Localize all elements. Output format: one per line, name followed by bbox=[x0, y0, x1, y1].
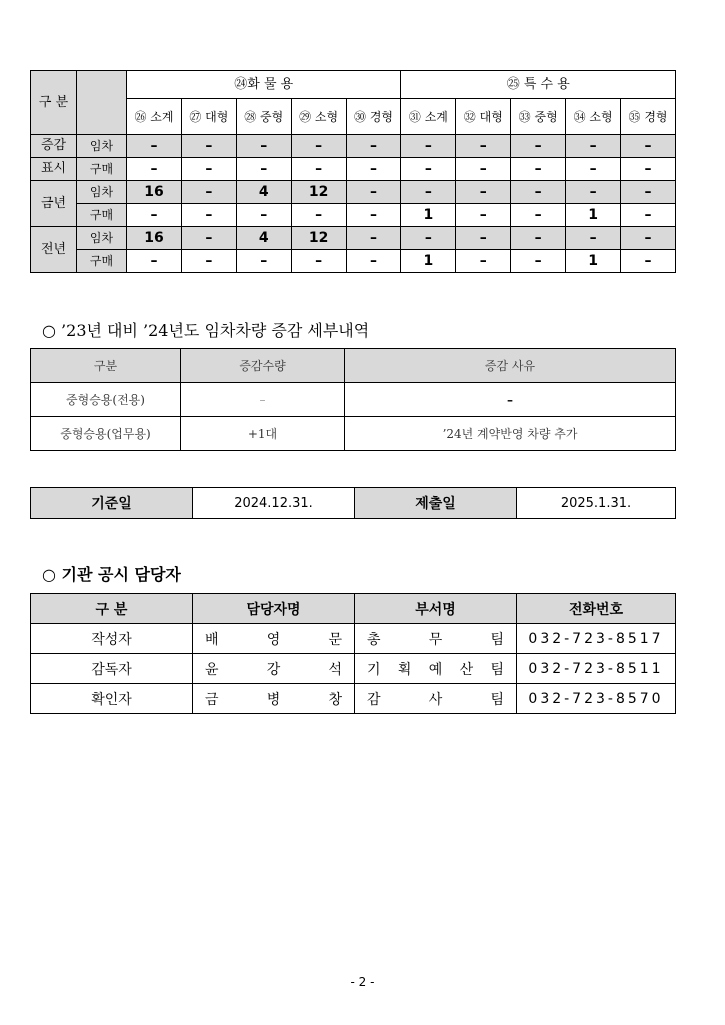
submit-date-label: 제출일 bbox=[355, 488, 517, 519]
table-cell: – bbox=[456, 250, 511, 273]
table-cell: – bbox=[621, 181, 676, 204]
table-cell: – bbox=[346, 181, 401, 204]
row-sub-label: 구매 bbox=[77, 204, 127, 227]
header-role: 구 분 bbox=[31, 594, 193, 624]
table-cell: 1 bbox=[566, 204, 621, 227]
char: 사 bbox=[428, 691, 443, 708]
char: 무 bbox=[428, 631, 443, 648]
table-cell: 중형승용(전용) bbox=[31, 383, 181, 417]
section-title-contact: ○ 기관 공시 담당자 bbox=[42, 565, 181, 584]
table-row bbox=[31, 654, 676, 684]
char: 창 bbox=[328, 691, 342, 708]
table-cell: 16 bbox=[127, 181, 182, 204]
char: 감 bbox=[367, 691, 381, 708]
contact-name bbox=[193, 624, 355, 654]
table-cell: – bbox=[401, 158, 456, 181]
row-group-label: 증감 bbox=[31, 135, 77, 158]
char: 배 bbox=[205, 631, 219, 648]
contact-department bbox=[355, 654, 517, 684]
table-cell: – bbox=[127, 158, 182, 181]
row-sub-label: 임차 bbox=[77, 227, 127, 250]
contact-phone: 032-723-8517 bbox=[517, 624, 676, 654]
table-cell: – bbox=[181, 204, 236, 227]
table-cell: 1 bbox=[401, 204, 456, 227]
table-cell: – bbox=[566, 158, 621, 181]
table-row bbox=[31, 624, 676, 654]
char: 팀 bbox=[490, 691, 504, 708]
table-cell: 1 bbox=[401, 250, 456, 273]
table-cell: – bbox=[346, 135, 401, 158]
subheader: ㉙ 소형 bbox=[291, 99, 346, 135]
table-cell: – bbox=[291, 204, 346, 227]
contact-department bbox=[355, 684, 517, 714]
table-cell: – bbox=[236, 204, 291, 227]
table-row bbox=[31, 135, 676, 158]
subheader: ㉝ 중형 bbox=[511, 99, 566, 135]
table-cell: – bbox=[456, 135, 511, 158]
row-sub-label: 임차 bbox=[77, 135, 127, 158]
row-group-label: 표시 bbox=[31, 158, 77, 181]
table-cell: – bbox=[236, 135, 291, 158]
table-row bbox=[31, 158, 676, 181]
page-number: - 2 - bbox=[350, 975, 375, 989]
subheader: ㉚ 경형 bbox=[346, 99, 401, 135]
table-cell: – bbox=[401, 135, 456, 158]
subheader: ㉘ 중형 bbox=[236, 99, 291, 135]
contact-department bbox=[355, 624, 517, 654]
table-cell: – bbox=[181, 250, 236, 273]
table-cell: – bbox=[511, 250, 566, 273]
table-row bbox=[31, 181, 676, 204]
table-cell: – bbox=[181, 135, 236, 158]
row-sub-label: 구매 bbox=[77, 158, 127, 181]
row-sub-label: 구매 bbox=[77, 250, 127, 273]
date-table bbox=[30, 487, 676, 519]
section-title-lease-change: ○ ’23년 대비 ’24년도 임차차량 증감 세부내역 bbox=[42, 321, 370, 340]
char: 획 bbox=[397, 661, 412, 678]
special-group-header: ㉕ 특 수 용 bbox=[401, 71, 676, 99]
char: 예 bbox=[428, 661, 443, 678]
base-date-value: 2024.12.31. bbox=[193, 488, 355, 519]
char: 팀 bbox=[490, 661, 504, 678]
subheader: ㉟ 경형 bbox=[621, 99, 676, 135]
table-cell: – bbox=[236, 250, 291, 273]
contact-role: 작성자 bbox=[31, 624, 193, 654]
submit-date-value: 2025.1.31. bbox=[517, 488, 676, 519]
table-cell: 4 bbox=[236, 181, 291, 204]
table-cell: – bbox=[511, 204, 566, 227]
contact-role: 감독자 bbox=[31, 654, 193, 684]
char: 석 bbox=[328, 661, 342, 678]
table-cell: – bbox=[127, 204, 182, 227]
base-date-label: 기준일 bbox=[31, 488, 193, 519]
contact-name bbox=[193, 684, 355, 714]
table-cell: – bbox=[346, 227, 401, 250]
table-cell: – bbox=[346, 204, 401, 227]
char: 강 bbox=[266, 661, 281, 678]
row-sub-label: 임차 bbox=[77, 181, 127, 204]
header-category: 구분 bbox=[31, 349, 181, 383]
table-cell: 12 bbox=[291, 181, 346, 204]
row-group-label: 금년 bbox=[31, 181, 77, 227]
table-cell: – bbox=[181, 158, 236, 181]
table-cell: – bbox=[566, 135, 621, 158]
table-cell: – bbox=[127, 135, 182, 158]
char: 윤 bbox=[205, 661, 219, 678]
table-cell: 12 bbox=[291, 227, 346, 250]
char: 영 bbox=[266, 631, 281, 648]
table-cell: – bbox=[621, 204, 676, 227]
table-cell: – bbox=[291, 158, 346, 181]
table-cell: – bbox=[401, 227, 456, 250]
table-cell: 중형승용(업무용) bbox=[31, 417, 181, 451]
lease-change-detail-table bbox=[30, 348, 676, 451]
table-cell: – bbox=[511, 135, 566, 158]
table-cell: – bbox=[511, 158, 566, 181]
row-group-label: 전년 bbox=[31, 227, 77, 273]
table-cell: – bbox=[621, 135, 676, 158]
table-cell: – bbox=[511, 181, 566, 204]
char: 금 bbox=[205, 691, 219, 708]
table-row bbox=[31, 417, 676, 451]
corner-header: 구 분 bbox=[31, 71, 77, 135]
table-cell: – bbox=[621, 158, 676, 181]
header-phone: 전화번호 bbox=[517, 594, 676, 624]
table-row bbox=[31, 250, 676, 273]
subheader: ㉖ 소계 bbox=[127, 99, 182, 135]
vehicle-count-table bbox=[30, 70, 676, 273]
table-row bbox=[31, 204, 676, 227]
char: 기 bbox=[367, 661, 381, 678]
table-cell: – bbox=[181, 227, 236, 250]
char: 팀 bbox=[490, 631, 504, 648]
subheader: ㉜ 대형 bbox=[456, 99, 511, 135]
table-row bbox=[31, 383, 676, 417]
table-cell: 1 bbox=[566, 250, 621, 273]
table-cell: – bbox=[401, 181, 456, 204]
table-cell: – bbox=[291, 135, 346, 158]
contact-role: 확인자 bbox=[31, 684, 193, 714]
table-cell: – bbox=[236, 158, 291, 181]
char: 산 bbox=[459, 661, 474, 678]
header-change-reason: 증감 사유 bbox=[345, 349, 676, 383]
table-cell: – bbox=[181, 383, 345, 417]
table-cell: – bbox=[621, 227, 676, 250]
cargo-group-header: ㉔화 물 용 bbox=[127, 71, 401, 99]
table-cell: – bbox=[566, 227, 621, 250]
table-cell: – bbox=[566, 181, 621, 204]
table-cell: 16 bbox=[127, 227, 182, 250]
table-cell: – bbox=[346, 250, 401, 273]
table-cell: – bbox=[621, 250, 676, 273]
contact-table bbox=[30, 593, 676, 714]
table-row bbox=[31, 684, 676, 714]
contact-phone: 032-723-8570 bbox=[517, 684, 676, 714]
table-cell: – bbox=[291, 250, 346, 273]
char: 문 bbox=[328, 631, 342, 648]
header-department: 부서명 bbox=[355, 594, 517, 624]
table-cell: – bbox=[345, 383, 676, 417]
char: 총 bbox=[367, 631, 381, 648]
subheader: ㉗ 대형 bbox=[181, 99, 236, 135]
table-cell: +1대 bbox=[181, 417, 345, 451]
table-cell: 4 bbox=[236, 227, 291, 250]
table-cell: – bbox=[456, 204, 511, 227]
header-person-name: 담당자명 bbox=[193, 594, 355, 624]
table-cell: – bbox=[456, 227, 511, 250]
table-cell: – bbox=[181, 181, 236, 204]
char: 병 bbox=[266, 691, 281, 708]
table-cell: – bbox=[511, 227, 566, 250]
table-cell: – bbox=[456, 158, 511, 181]
contact-phone: 032-723-8511 bbox=[517, 654, 676, 684]
subheader: ㉛ 소계 bbox=[401, 99, 456, 135]
table-row bbox=[31, 227, 676, 250]
table-cell: – bbox=[127, 250, 182, 273]
table-cell: – bbox=[456, 181, 511, 204]
header-change-qty: 증감수량 bbox=[181, 349, 345, 383]
subheader: ㉞ 소형 bbox=[566, 99, 621, 135]
table-cell: ’24년 계약반영 차량 추가 bbox=[345, 417, 676, 451]
contact-name bbox=[193, 654, 355, 684]
table-cell: – bbox=[346, 158, 401, 181]
